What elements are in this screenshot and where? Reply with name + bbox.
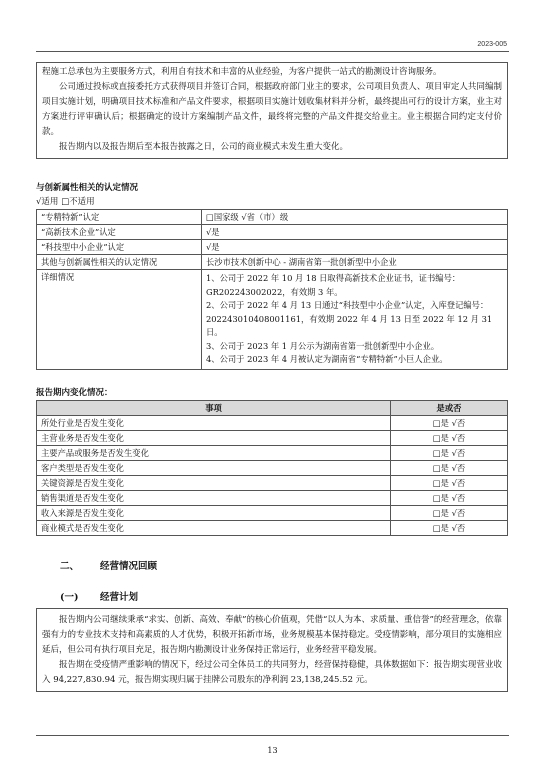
- change-item: 主营业务是否发生变化: [37, 431, 391, 446]
- table-row: [37, 521, 508, 536]
- change-item: 主要产品或服务是否发生变化: [37, 446, 391, 461]
- business-model-box: [36, 62, 508, 159]
- change-value: □是 √否: [391, 461, 508, 476]
- change-value: □是 √否: [391, 491, 508, 506]
- box-paragraph-2: 公司通过投标或直接委托方式获得项目并签订合同，根据政府部门业主的要求，公司项目负责人、项目审定人共同编制项目实施计划，明确项目技术标准和产品文件要求，根据项目实施计划收集材料并分析，最终提出可行的设计方案，业主对方案进行评审确认后；根据确定的设计方案编制产品文件，最终将完整的产品文件提交给业主。业主根据合同约定支付价款。: [42, 82, 502, 137]
- page-number: 13: [267, 746, 278, 755]
- row-value: 长沙市技术创新中心 - 湖南省第一批创新型中小企业: [202, 255, 508, 270]
- table-row: [37, 225, 508, 240]
- change-item: 客户类型是否发生变化: [37, 461, 391, 476]
- table-row: [37, 416, 508, 431]
- detail-item: 2、公司于 2022 年 4 月 13 日通过“科技型中小企业”认定，入库登记编号：202243010408001161，有效期 2022 年 4 月 13 日至 2022 年 12 月 31 日。: [206, 300, 493, 337]
- detail-label: 详细情况: [37, 270, 202, 370]
- table-row: [37, 476, 508, 491]
- row-label: “高新技术企业”认定: [37, 225, 202, 240]
- change-value: □是 √否: [391, 431, 508, 446]
- subsection-title: 经营计划: [100, 592, 139, 603]
- change-value: □是 √否: [391, 446, 508, 461]
- section-title: 经营情况回顾: [100, 561, 158, 572]
- row-label: “科技型中小企业”认定: [37, 240, 202, 255]
- detail-item: 4、公司于 2023 年 4 月被认定为湖南省“专精特新”小巨人企业。: [206, 354, 448, 364]
- detail-item: 3、公司于 2023 年 1 月公示为湖南省第一批创新型中小企业。: [206, 340, 440, 351]
- table-row: [37, 446, 508, 461]
- header-divider: [36, 51, 509, 52]
- table-row: [37, 240, 508, 255]
- table-row: [37, 255, 508, 270]
- table-row: [37, 461, 508, 476]
- table-row: [37, 506, 508, 521]
- innovation-title: 与创新属性相关的认定情况: [36, 183, 139, 193]
- change-item: 商业模式是否发生变化: [37, 521, 391, 536]
- detail-cell: [202, 270, 508, 370]
- table-row: [37, 210, 508, 225]
- change-item: 所处行业是否发生变化: [37, 416, 391, 431]
- plan-paragraph-1: 报告期内公司继续秉承“求实、创新、高效、奉献”的核心价值观，凭借“以人为本、求质量、重信誉”的经营理念，依靠强有力的专业技术支持和高素质的人才优势，积极开拓新市场，业务规模基本保持稳定。受疫情影响，部分项目的实施相应延后，但公司有执行项目充足，报告期内勘测设计业务保持正常运行，业务经营平稳发展。: [42, 615, 502, 655]
- row-label: 其他与创新属性相关的认定情况: [37, 255, 202, 270]
- document-code: 2023-005: [477, 41, 507, 48]
- table-row: [37, 491, 508, 506]
- footer-divider: [36, 735, 509, 736]
- change-item: 关键资源是否发生变化: [37, 476, 391, 491]
- change-value: □是 √否: [391, 506, 508, 521]
- table-row: [37, 431, 508, 446]
- changes-title: 报告期内变化情况：: [36, 388, 113, 398]
- applicable-checkbox-line: √适用 □不适用: [36, 197, 95, 207]
- business-plan-box: [36, 608, 508, 692]
- innovation-table: [36, 209, 508, 370]
- col-header-yesno: 是或否: [391, 401, 508, 416]
- changes-table: [36, 400, 508, 536]
- plan-paragraph-2: 报告期在受疫情严重影响的情况下，经过公司全体员工的共同努力，经营保持稳健，具体数据如下：报告期实现营业收入 94,227,830.94 元，报告期实现归属于挂牌公司股东的净利润 23,138,245.52 元。: [42, 660, 502, 685]
- table-row: [37, 270, 508, 370]
- change-item: 销售渠道是否发生变化: [37, 491, 391, 506]
- row-value: √是: [202, 225, 508, 240]
- row-value: √是: [202, 240, 508, 255]
- box-paragraph-1: 程施工总承包为主要服务方式，利用自有技术和丰富的从业经验，为客户提供一站式的勘测设计咨询服务。: [42, 67, 442, 77]
- change-item: 收入来源是否发生变化: [37, 506, 391, 521]
- row-value: □国家级 √省（市）级: [202, 210, 508, 225]
- change-value: □是 √否: [391, 476, 508, 491]
- subsection-number: (一): [60, 592, 79, 603]
- section-number: 二、: [60, 561, 80, 572]
- change-value: □是 √否: [391, 521, 508, 536]
- box-paragraph-3: 报告期内以及报告期后至本报告披露之日，公司的商业模式未发生重大变化。: [59, 142, 349, 152]
- row-label: “专精特新”认定: [37, 210, 202, 225]
- detail-item: 1、公司于 2022 年 10 月 18 日取得高新技术企业证书，证书编号：GR202243002022，有效期 3 年。: [206, 273, 461, 297]
- table-header-row: [37, 401, 508, 416]
- col-header-item: 事项: [37, 401, 391, 416]
- change-value: □是 √否: [391, 416, 508, 431]
